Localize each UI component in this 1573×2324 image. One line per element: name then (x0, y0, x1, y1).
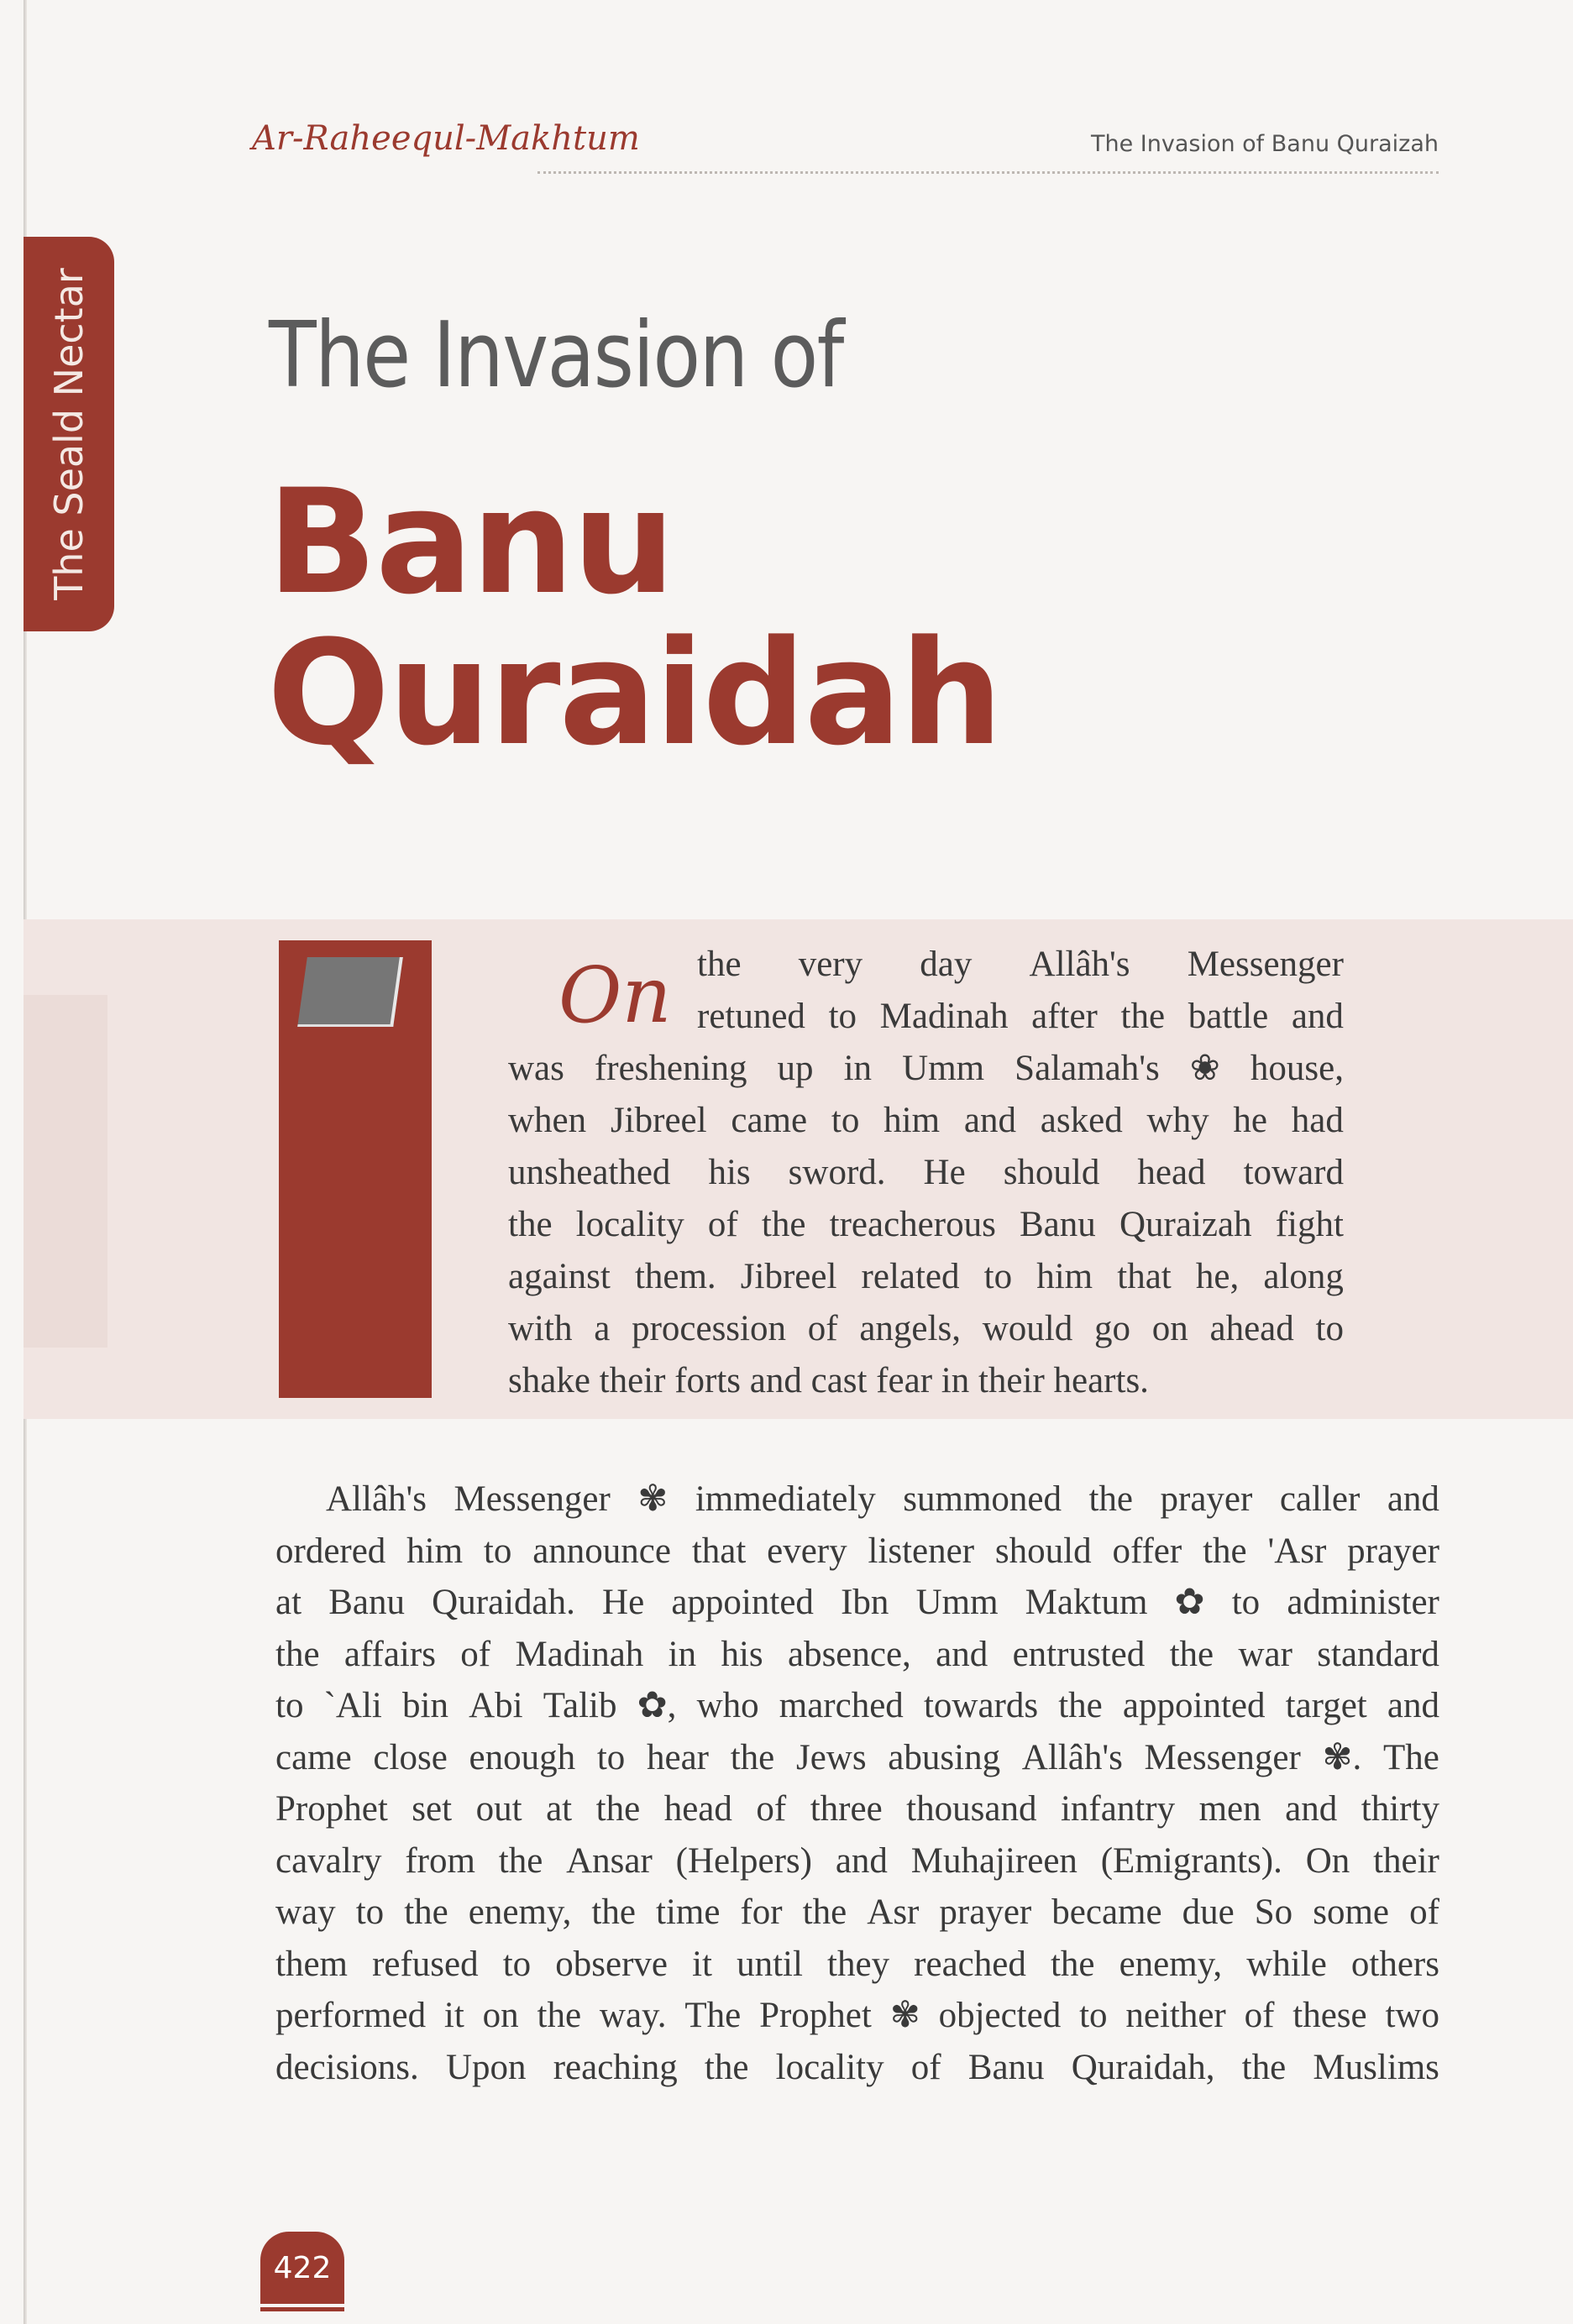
word: related (861, 1257, 960, 1296)
word: refused (372, 1944, 479, 1984)
word: On (1305, 1840, 1350, 1881)
word: to (1315, 1309, 1344, 1348)
word: out (475, 1789, 522, 1829)
word: the (1241, 2047, 1287, 2087)
word: along (1263, 1257, 1344, 1296)
word: him (884, 1101, 941, 1140)
body-line (275, 1990, 1439, 2042)
word: head (663, 1789, 732, 1829)
word: the (1050, 1944, 1095, 1984)
word: the (1169, 1634, 1214, 1674)
word: and (1387, 1479, 1439, 1519)
word: to (502, 1944, 532, 1984)
word: after (1031, 997, 1098, 1036)
header-rule (537, 171, 1439, 174)
word: war (1238, 1634, 1292, 1674)
word: the (697, 945, 742, 984)
body-line (275, 1887, 1439, 1939)
word: `Ali (323, 1686, 382, 1725)
word: and (1291, 997, 1344, 1036)
word: He (923, 1153, 966, 1192)
word: appointed (1122, 1686, 1266, 1725)
intro-line (508, 1251, 1344, 1303)
word: Allâh's (1029, 945, 1130, 984)
word: the (1058, 1686, 1103, 1725)
word: to (596, 1737, 626, 1777)
word: reaching (553, 2047, 678, 2087)
word: of (807, 1309, 838, 1348)
word: He (602, 1583, 645, 1622)
word: way (275, 1892, 336, 1932)
word: bin (402, 1686, 448, 1725)
word: asked (1040, 1101, 1123, 1140)
word: and (1387, 1686, 1439, 1725)
word: and (963, 1101, 1016, 1140)
word: Prophet (759, 1996, 872, 2035)
word: standard (1317, 1634, 1439, 1674)
word: to (483, 1531, 512, 1571)
word: the (730, 1737, 775, 1777)
body-line (275, 1732, 1439, 1784)
word: three (810, 1789, 883, 1829)
word: The (1383, 1737, 1439, 1777)
chapter-title-line3: Quraidah (267, 609, 1002, 777)
word: ❀ (1189, 1049, 1220, 1088)
body-line (275, 2042, 1439, 2094)
intro-line (697, 939, 1344, 991)
word: of (460, 1634, 491, 1674)
word: locality (575, 1205, 684, 1244)
running-title: Ar-Raheequl-Makhtum (252, 119, 640, 158)
word: prayer (1160, 1479, 1253, 1519)
word: the (508, 1205, 553, 1244)
word: had (1291, 1101, 1344, 1140)
word: Salamah's (1015, 1049, 1160, 1088)
word: caller (1279, 1479, 1361, 1519)
word: the (404, 1892, 448, 1932)
word: the (761, 1205, 806, 1244)
word: entrusted (1012, 1634, 1146, 1674)
word: Prophet (275, 1789, 388, 1829)
word: of (910, 2047, 941, 2087)
body-line (275, 1526, 1439, 1578)
word: at (275, 1583, 302, 1622)
word: Madinah (515, 1634, 644, 1674)
word: the (537, 1996, 582, 2035)
word: objected (938, 1996, 1062, 2035)
word: two (1385, 1996, 1439, 2035)
word: Upon (445, 2047, 527, 2087)
word: with (508, 1309, 573, 1348)
word: performed (275, 1996, 427, 2035)
page-number: 422 (260, 2232, 344, 2304)
word: Messenger (454, 1479, 611, 1519)
word: neither (1125, 1996, 1226, 2035)
body-line (275, 1473, 1439, 1526)
word: target (1285, 1686, 1367, 1725)
word: them (275, 1944, 348, 1984)
intro-line (508, 1095, 1344, 1147)
word: angels, (859, 1309, 961, 1348)
word: Ibn (841, 1583, 889, 1622)
running-section: The Invasion of Banu Quraizah (1090, 131, 1439, 157)
word: the (1203, 1531, 1247, 1571)
word: Ansar (566, 1840, 653, 1881)
word: immediately (695, 1479, 876, 1519)
word: prayer (939, 1892, 1032, 1932)
page-number-underline (260, 2307, 344, 2311)
word: battle (1188, 997, 1269, 1036)
word: when (508, 1101, 587, 1140)
word: retuned (697, 997, 805, 1036)
word: it (443, 1996, 464, 2035)
word: Abi (469, 1686, 523, 1725)
word: Umm (915, 1583, 999, 1622)
word: Talib (543, 1686, 617, 1725)
word: ✿ (1174, 1583, 1205, 1622)
body-line (275, 1835, 1439, 1887)
word: to (275, 1686, 304, 1725)
word: ✾. (1322, 1737, 1362, 1777)
word: his (721, 1634, 763, 1674)
word: up (777, 1049, 814, 1088)
word: the (498, 1840, 543, 1881)
word: the (1120, 997, 1166, 1036)
word: to (983, 1257, 1013, 1296)
word: Jibreel (740, 1257, 837, 1296)
word: thirty (1361, 1789, 1439, 1829)
word: time (656, 1892, 721, 1932)
intro-line (508, 1303, 1344, 1355)
word: men (1198, 1789, 1261, 1829)
word: ahead (1209, 1309, 1294, 1348)
drop-cap: On (558, 950, 672, 1040)
word: infantry (1060, 1789, 1176, 1829)
word: Jews (795, 1737, 867, 1777)
word: Jibreel (610, 1101, 707, 1140)
word: in (843, 1049, 873, 1088)
word: close (373, 1737, 448, 1777)
word: enemy, (1119, 1944, 1223, 1984)
word: prayer (1347, 1531, 1439, 1571)
word: was (508, 1049, 564, 1088)
word: them. (634, 1257, 716, 1296)
word: became (1051, 1892, 1162, 1932)
word: Messenger (1187, 945, 1344, 984)
word: while (1246, 1944, 1327, 1984)
word: ordered (275, 1531, 386, 1571)
word: him (1036, 1257, 1093, 1296)
word: toward (1243, 1153, 1344, 1192)
word: the (591, 1892, 636, 1932)
word: on (482, 1996, 519, 2035)
word: ✿, (637, 1686, 677, 1725)
word: who (696, 1686, 759, 1725)
word: their (1373, 1840, 1439, 1881)
word: against (508, 1257, 611, 1296)
decorative-initial-slant (297, 957, 403, 1027)
word: the (595, 1789, 641, 1829)
intro-line (508, 1147, 1344, 1199)
word: decisions. (275, 2047, 419, 2087)
word: appointed (671, 1583, 814, 1622)
word: would (982, 1309, 1073, 1348)
word: to (831, 1101, 860, 1140)
word: the (1088, 1479, 1134, 1519)
word: to (1079, 1996, 1108, 2035)
body-line (275, 1783, 1439, 1835)
word: absence, (787, 1634, 911, 1674)
word: The (684, 1996, 742, 2035)
word: of (756, 1789, 787, 1829)
word: that (1117, 1257, 1172, 1296)
word: procession (632, 1309, 786, 1348)
word: (Emigrants). (1100, 1840, 1282, 1881)
word: and (835, 1840, 888, 1881)
word: cavalry (275, 1840, 382, 1881)
word: on (1151, 1309, 1188, 1348)
word: treacherous (829, 1205, 996, 1244)
word: reached (914, 1944, 1026, 1984)
word: at (546, 1789, 573, 1829)
word: Muhajireen (910, 1840, 1078, 1881)
word: Quraidah, (1071, 2047, 1215, 2087)
word: head (1137, 1153, 1206, 1192)
word: Allâh's (326, 1479, 427, 1519)
word: he (1233, 1101, 1267, 1140)
word: Messenger (1144, 1737, 1301, 1777)
word: due (1182, 1892, 1235, 1932)
word: from (405, 1840, 475, 1881)
word: sword. (788, 1153, 886, 1192)
word: unsheathed (508, 1153, 671, 1192)
word: very (798, 945, 863, 984)
word: So (1254, 1892, 1293, 1932)
word: the (802, 1892, 847, 1932)
body-line (275, 1577, 1439, 1629)
word: ✾ (889, 1996, 920, 2035)
word: others (1350, 1944, 1439, 1984)
word: these (1292, 1996, 1367, 2035)
word: to (355, 1892, 385, 1932)
side-tab-label: The Seald Nectar (46, 268, 92, 600)
word: came (275, 1737, 352, 1777)
word: announce (532, 1531, 671, 1571)
word: why (1146, 1101, 1209, 1140)
side-tab-label-wrap (24, 237, 114, 631)
word: to (1231, 1583, 1261, 1622)
word: Allâh's (1021, 1737, 1123, 1777)
word: Banu (967, 2047, 1045, 2087)
word: the (275, 1634, 320, 1674)
word: Asr (867, 1892, 920, 1932)
word: Banu (328, 1583, 405, 1622)
intro-line (508, 1199, 1344, 1251)
word: until (737, 1944, 803, 1984)
word: of (1409, 1892, 1439, 1932)
body-line (275, 1939, 1439, 1991)
word: Madinah (879, 997, 1009, 1036)
word: (Helpers) (675, 1840, 812, 1881)
intro-line: shake their forts and cast fear in their hearts. (508, 1361, 1149, 1400)
chapter-title-line2: Banu (267, 458, 674, 626)
word: some (1313, 1892, 1390, 1932)
word: enough (469, 1737, 576, 1777)
word: administer (1287, 1583, 1439, 1622)
word: Quraidah. (432, 1583, 575, 1622)
word: in (668, 1634, 697, 1674)
word: came (731, 1101, 808, 1140)
word: him (406, 1531, 464, 1571)
word: thousand (906, 1789, 1037, 1829)
word: observe (555, 1944, 668, 1984)
word: 'Asr (1267, 1531, 1327, 1571)
word: of (707, 1205, 738, 1244)
word: Umm (902, 1049, 985, 1088)
word: house, (1250, 1049, 1344, 1088)
word: Muslims (1313, 2047, 1439, 2087)
word: abusing (888, 1737, 1001, 1777)
word: his (708, 1153, 751, 1192)
word: go (1093, 1309, 1130, 1348)
word: listener (868, 1531, 975, 1571)
intro-band-shadow (24, 995, 107, 1348)
word: the (704, 2047, 749, 2087)
word: locality (775, 2047, 884, 2087)
word: and (1285, 1789, 1338, 1829)
word: that (691, 1531, 747, 1571)
word: fight (1275, 1205, 1344, 1244)
word: he, (1195, 1257, 1240, 1296)
word: offer (1112, 1531, 1182, 1571)
word: and (936, 1634, 988, 1674)
word: they (827, 1944, 890, 1984)
word: ✾ (637, 1479, 669, 1519)
word: hear (646, 1737, 709, 1777)
word: day (920, 945, 973, 984)
word: marched (779, 1686, 904, 1725)
word: freshening (594, 1049, 747, 1088)
word: should (994, 1531, 1092, 1571)
word: of (1244, 1996, 1275, 2035)
word: summoned (903, 1479, 1062, 1519)
word: Maktum (1025, 1583, 1148, 1622)
word: affairs (343, 1634, 436, 1674)
body-line (275, 1629, 1439, 1681)
word: towards (923, 1686, 1039, 1725)
word: way. (599, 1996, 667, 2035)
word: should (1003, 1153, 1100, 1192)
chapter-title-line1: The Invasion of (269, 303, 843, 408)
intro-line (697, 991, 1344, 1043)
word: a (594, 1309, 611, 1348)
body-line (275, 1680, 1439, 1732)
word: for (740, 1892, 783, 1932)
word: Banu (1020, 1205, 1096, 1244)
word: every (767, 1531, 847, 1571)
word: to (828, 997, 857, 1036)
word: it (692, 1944, 712, 1984)
intro-line (508, 1043, 1344, 1095)
word: Quraizah (1119, 1205, 1252, 1244)
body-paragraph (275, 1473, 1439, 2093)
word: set (412, 1789, 453, 1829)
word: enemy, (468, 1892, 572, 1932)
